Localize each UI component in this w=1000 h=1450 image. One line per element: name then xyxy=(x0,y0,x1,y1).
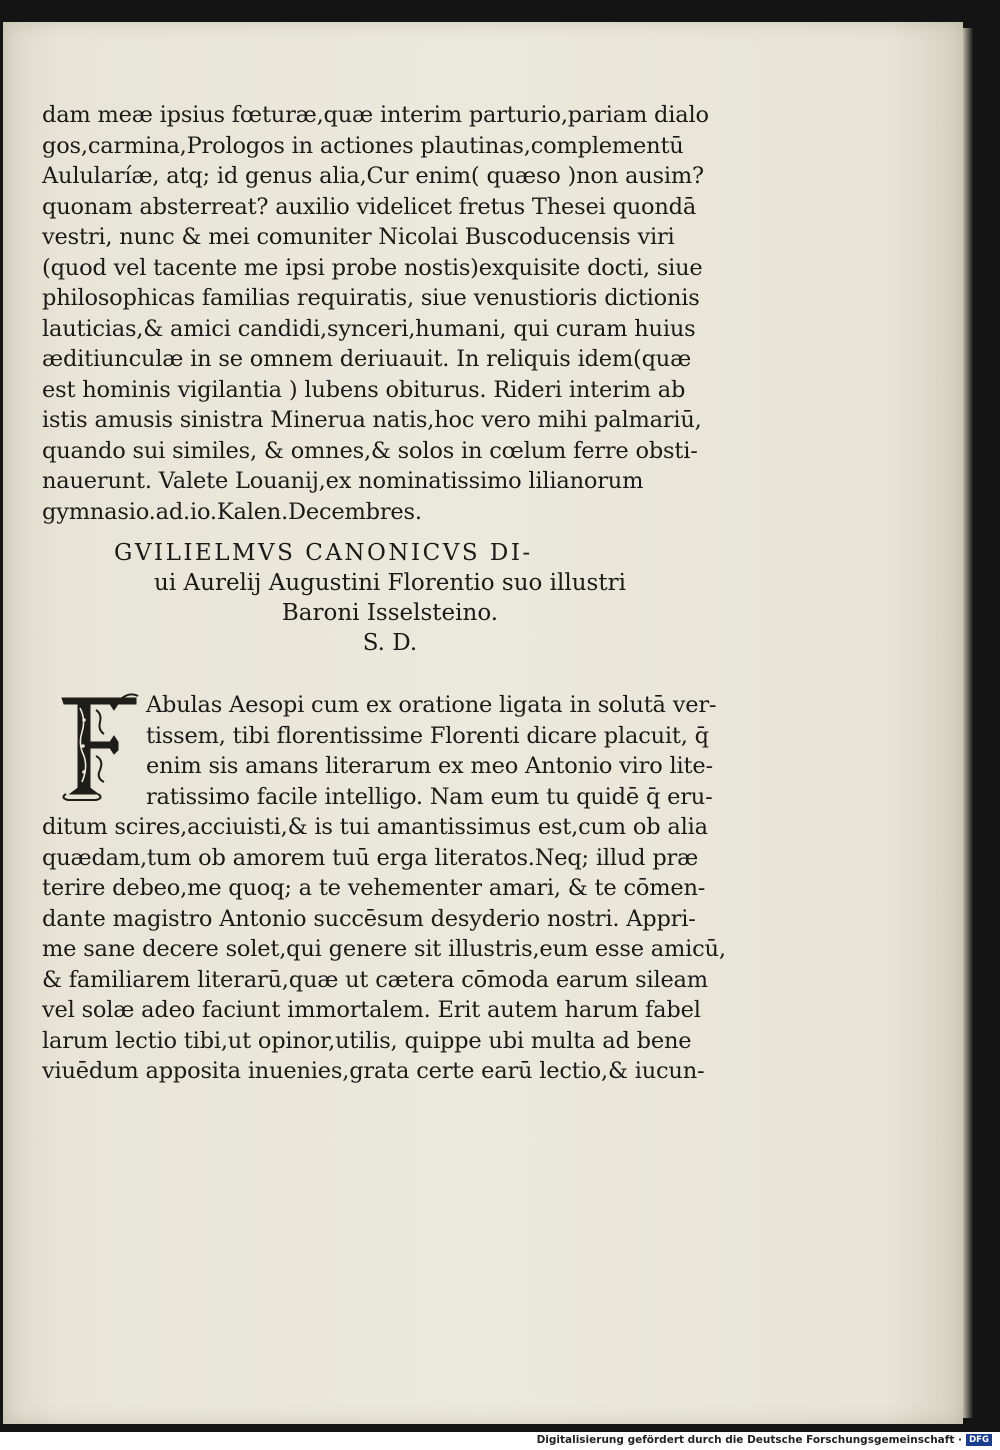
text-line: nauerunt. Valete Louanij,ex nominatissimo lilianorum xyxy=(42,468,644,494)
text-line: quando sui similes, & omnes,& solos in cœlum ferre obsti- xyxy=(42,437,698,464)
text-line: philosophicas familias requiratis, siue venustioris dictionis xyxy=(42,285,700,311)
text-line: istis amusis sinistra Minerua natis,hoc vero mihi palmariū, xyxy=(42,407,702,433)
text-line: Abulas Aesopi cum ex oratione ligata in solutā ver- xyxy=(146,692,717,718)
text-line: (quod vel tacente me ipsi probe nostis)exquisite docti, siue xyxy=(42,254,703,281)
text-line: larum lectio tibi,ut opinor,utilis, quippe ubi multa ad bene xyxy=(42,1027,692,1054)
letter-heading xyxy=(110,538,670,658)
heading-line: Baroni Isselsteino. xyxy=(281,600,499,626)
text-line: & familiarem literarū,quæ ut cætera cōmoda earum sileam xyxy=(42,966,708,993)
text-line: gymnasio.ad.io.Kalen.Decembres. xyxy=(42,498,422,525)
text-line: enim sis amans literarum ex meo Antonio viro lite- xyxy=(146,753,713,779)
dfg-logo: DFG xyxy=(966,1434,992,1446)
text-line: dam meæ ipsius fœturæ,quæ interim parturio,pariam dialo xyxy=(42,102,709,128)
text-line: ratissimo facile intelligo. Nam eum tu quidē q̄ eru- xyxy=(146,783,713,810)
text-line: terire debeo,me quoq; a te vehementer amari, & te cōmen- xyxy=(42,875,706,901)
text-line: me sane decere solet,qui genere sit illustris,eum esse amicū, xyxy=(42,936,726,962)
text-line: est hominis vigilantia ) lubens obiturus. Rideri interim ab xyxy=(42,376,686,403)
text-line: quædam,tum ob amorem tuū erga literatos.Neq; illud præ xyxy=(42,844,699,871)
salutation: S. D. xyxy=(362,630,418,656)
page-edge xyxy=(963,28,973,1418)
text-line: ditum scires,acciuisti,& is tui amantissimus est,cum ob alia xyxy=(42,814,708,840)
digitization-credit: Digitalisierung gefördert durch die Deutsche Forschungsgemeinschaft · xyxy=(536,1434,962,1446)
text-line: vel solæ adeo faciunt immortalem. Erit autem harum fabel xyxy=(42,997,701,1023)
text-line: lauticias,& amici candidi,synceri,humani, qui curam huius xyxy=(42,315,696,342)
text-line: vestri, nunc & mei comuniter Nicolai Buscoducensis viri xyxy=(42,224,675,250)
text-line: Aulularíæ, atq; id genus alia,Cur enim( quæso )non ausim? xyxy=(42,163,704,189)
text-line: tissem, tibi florentissime Florenti dicare placuit, q̄ xyxy=(146,722,709,749)
text-line: gos,carmina,Prologos in actiones plautinas,complementū xyxy=(42,132,684,159)
paragraph-1 xyxy=(42,100,762,527)
text-line: dante magistro Antonio succēsum desyderio nostri. Appri- xyxy=(42,905,696,932)
text-line: æditiunculæ in se omnem deriuauit. In reliquis idem(quæ xyxy=(42,346,692,372)
text-line: quonam absterreat? auxilio videlicet fretus Thesei quondā xyxy=(42,193,697,220)
text-line: viuēdum apposita inuenies,grata certe earū lectio,& iucun- xyxy=(42,1058,705,1084)
heading-line: ui Aurelij Augustini Florentio suo illustri xyxy=(154,570,626,596)
paragraph-2 xyxy=(42,690,762,1087)
heading-line: GVILIELMVS CANONICVS DI- xyxy=(114,540,533,566)
